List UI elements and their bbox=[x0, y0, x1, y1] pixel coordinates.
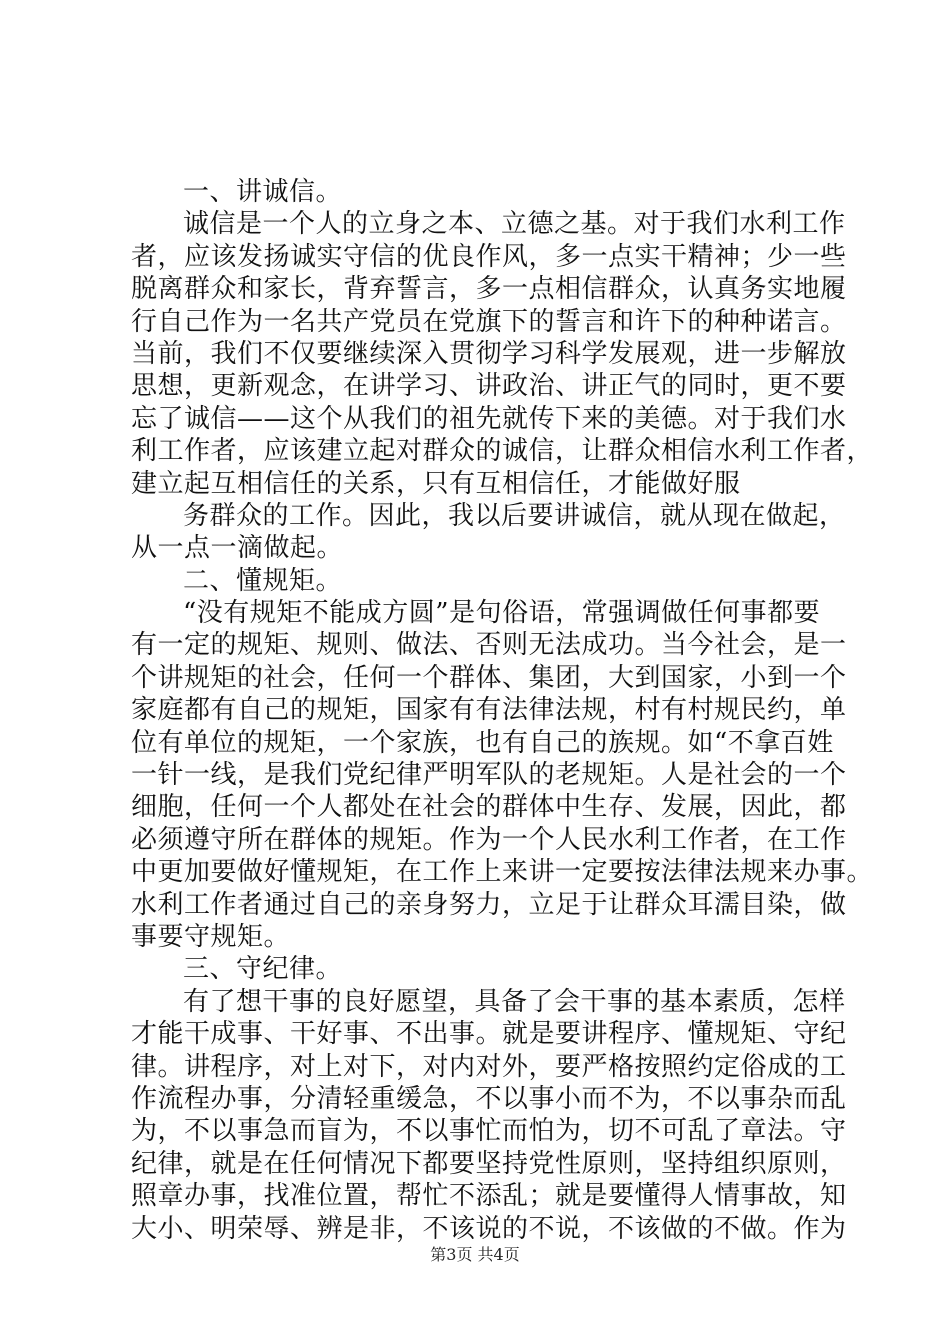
text-line: 律。讲程序，对上对下，对内对外，要严格按照约定俗成的工 bbox=[131, 1051, 847, 1082]
text-line: 三、守纪律。 bbox=[183, 954, 343, 985]
text-line: “没有规矩不能成方圆”是句俗语，常强调做任何事都要 bbox=[183, 598, 821, 629]
text-line: 纪律，就是在任何情况下都要坚持党性原则，坚持组织原则， bbox=[131, 1148, 847, 1179]
text-line: 作流程办事，分清轻重缓急，不以事小而不为，不以事杂而乱 bbox=[131, 1083, 847, 1114]
text-line: 有了想干事的良好愿望，具备了会干事的基本素质，怎样 bbox=[183, 986, 846, 1017]
text-line: 一针一线，是我们党纪律严明军队的老规矩。人是社会的一个 bbox=[131, 760, 847, 791]
text-line: 才能干成事、干好事、不出事。就是要讲程序、懂规矩、守纪 bbox=[131, 1019, 847, 1050]
text-line: 大小、明荣辱、辨是非，不该说的不说，不该做的不做。作为 bbox=[131, 1213, 847, 1244]
text-line: 脱离群众和家长，背弃誓言，多一点相信群众，认真务实地履 bbox=[131, 274, 847, 305]
text-line: 思想，更新观念，在讲学习、讲政治、讲正气的同时，更不要 bbox=[131, 371, 847, 402]
text-line: 一、讲诚信。 bbox=[183, 177, 343, 207]
text-line: 忘了诚信——这个从我们的祖先就传下来的美德。对于我们水 bbox=[131, 403, 847, 434]
text-line: 利工作者，应该建立起对群众的诚信，让群众相信水利工作者， bbox=[131, 436, 874, 467]
text-line: 二、懂规矩。 bbox=[183, 565, 343, 596]
text-line: 细胞，任何一个人都处在社会的群体中生存、发展，因此，都 bbox=[131, 792, 847, 823]
text-line: 为，不以事急而盲为，不以事忙而怕为，切不可乱了章法。守 bbox=[131, 1116, 847, 1147]
text-line: 位有单位的规矩，一个家族，也有自己的族规。如“不拿百姓 bbox=[131, 727, 834, 758]
text-line: 事要守规矩。 bbox=[131, 921, 291, 952]
document-body bbox=[131, 176, 874, 1245]
text-line: 诚信是一个人的立身之本、立德之基。对于我们水利工作 bbox=[183, 209, 846, 240]
text-line: 当前，我们不仅要继续深入贯彻学习科学发展观，进一步解放 bbox=[131, 338, 847, 369]
text-line: 水利工作者通过自己的亲身努力，立足于让群众耳濡目染，做 bbox=[131, 889, 847, 920]
text-line: 从一点一滴做起。 bbox=[131, 533, 344, 564]
text-line: 者，应该发扬诚实守信的优良作风，多一点实干精神；少一些 bbox=[131, 241, 847, 272]
text-line: 个讲规矩的社会，任何一个群体、集团，大到国家，小到一个 bbox=[131, 662, 847, 693]
text-line: 有一定的规矩、规则、做法、否则无法成功。当今社会，是一 bbox=[131, 630, 847, 661]
text-line: 家庭都有自己的规矩，国家有有法律法规，村有村规民约，单 bbox=[131, 695, 847, 726]
text-line: 照章办事，找准位置，帮忙不添乱；就是要懂得人情事故，知 bbox=[131, 1181, 847, 1212]
text-line: 必须遵守所在群体的规矩。作为一个人民水利工作者，在工作 bbox=[131, 824, 847, 855]
text-line: 务群众的工作。因此，我以后要讲诚信，就从现在做起， bbox=[183, 500, 846, 531]
page-footer: 第3页 共4页 bbox=[430, 1245, 520, 1264]
text-line: 中更加要做好懂规矩，在工作上来讲一定要按法律法规来办事。 bbox=[131, 857, 874, 888]
text-line: 建立起互相信任的关系，只有互相信任，才能做好服 bbox=[131, 468, 741, 499]
text-line: 行自己作为一名共产党员在党旗下的誓言和许下的种种诺言。 bbox=[131, 306, 847, 337]
